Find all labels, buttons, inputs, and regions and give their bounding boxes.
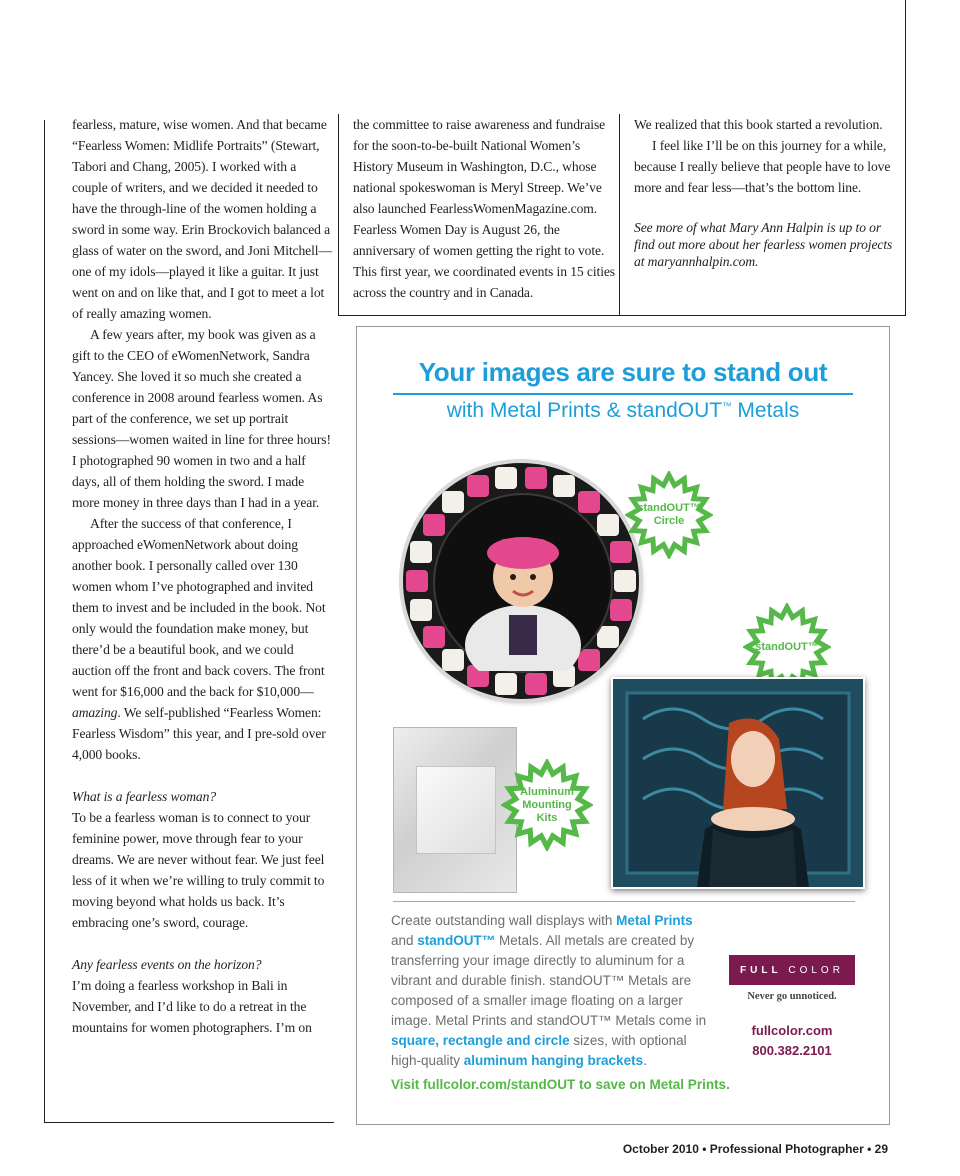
metal-prints-advertisement bbox=[356, 326, 890, 1125]
ad-headline: Your images are sure to stand out bbox=[418, 357, 828, 387]
burst-label: standOUT™ Circle bbox=[637, 502, 701, 527]
girl-photo-placeholder-icon bbox=[435, 495, 611, 671]
paragraph: A few years after, my book was given as a gift to the CEO of eWomenNetwork, Sandra Yancey. She loved it so much she created a conference in 2008 around fearless women. As part of the conference, we set up portrait sessions—women waited in line for three hours! I photographed 90 women in two and a half days, all of them holding the sword. I made more money in three days than I had in a year. bbox=[72, 327, 331, 510]
paragraph: the committee to raise awareness and fundraise for the soon-to-be-built National Women’s History Museum in Washington, D.C., whose national spokeswoman is Meryl Streep. We’ve also launched FearlessWomenMagazine.com. Fearless Women Day is August 26, the anniversary of women getting the right to vote. This first year, we coordinated events in 15 cities across the country and in Canada. bbox=[353, 117, 615, 300]
column-rule-2 bbox=[338, 114, 339, 316]
standout-rectangle-product-image bbox=[611, 677, 865, 889]
paragraph: I feel like I’ll be on this journey for a while, because I really believe that people have to love more and fear less—that’s the bottom line. bbox=[634, 138, 891, 195]
bottom-left-rule bbox=[44, 1122, 334, 1123]
paragraph: After the success of that conference, I approached eWomenNetwork about doing another book. I personally called over 130 women whom I’ve photographed and invited them to invest and be included in the book. Not only would the foundation make money, but there’d be a beautiful book, and we could auction off the front and back covers. The front went for $16,000 and the back for $10,000—amazing. We self-published “Fearless Women: Fearless Wisdom” this year, and I pre-sold over 4,000 books. bbox=[72, 516, 326, 762]
article-column-3 bbox=[634, 114, 896, 270]
aluminum-mounting-kit-image bbox=[393, 727, 517, 893]
ad-subhead: with Metal Prints & standOUT™ Metals bbox=[446, 399, 800, 422]
page-footer: October 2010 • Professional Photographer • 29 bbox=[622, 1142, 888, 1156]
circle-thumbnail bbox=[406, 570, 428, 592]
ad-call-to-action: Visit fullcolor.com/standOUT to save on Metal Prints. bbox=[391, 1077, 730, 1092]
ad-body-copy: Create outstanding wall displays with Metal Prints and standOUT™ Metals. All metals are created by transferring your image directly to aluminum for a vibrant and durable finish. standOUT™ Metals are composed of a smaller image floating on a larger image. Metal Prints and standOUT™ Metals come in square, rectangle and circle sizes, with optional high-quality aluminum hanging brackets. bbox=[391, 913, 707, 1068]
circle-thumbnail bbox=[495, 467, 517, 489]
burst-label: standOUT™ bbox=[755, 640, 819, 653]
portrait-photo-placeholder-icon bbox=[613, 679, 863, 887]
fullcolor-phone: 800.382.2101 bbox=[752, 1043, 832, 1058]
circle-thumbnail bbox=[610, 599, 632, 621]
sidebar-bottom-rule bbox=[338, 315, 906, 316]
right-page-rule bbox=[905, 0, 906, 316]
paragraph: fearless, mature, wise women. And that became “Fearless Women: Midlife Portraits” (Stewart, Tabori and Chang, 2005). I worked with a couple of writers, and we decided it needed to have the through-line of the women holding a sword in some way. Erin Brockovich balanced a glass of water on the sword, and Joni Mitchell—one of my idols—played it like a guitar. It just went on and on like that, and I got to meet a lot of really amazing women. bbox=[72, 117, 332, 321]
circle-thumbnail bbox=[525, 467, 547, 489]
fullcolor-url: fullcolor.com bbox=[751, 1023, 833, 1038]
circle-thumbnail bbox=[495, 673, 517, 695]
interview-answer: To be a fearless woman is to connect to your feminine power, move through fear to your dreams. We are never without fear. We just feel less of it when we’re willing to truly commit to moving beyond what holds us back. It’s embracing one’s sword, courage. bbox=[72, 810, 325, 930]
circle-center-photo bbox=[433, 493, 613, 673]
fullcolor-tagline: Never go unnoticed. bbox=[747, 991, 837, 1002]
interview-question: Any fearless events on the horizon? bbox=[72, 957, 262, 972]
interview-answer: I’m doing a fearless workshop in Bali in November, and I’d like to do a retreat in the mountains for women photographers. I’m on bbox=[72, 978, 312, 1035]
fullcolor-logo: FULL COLOR bbox=[729, 955, 855, 985]
article-column-2 bbox=[353, 114, 615, 303]
interview-question: What is a fearless woman? bbox=[72, 789, 217, 804]
circle-thumbnail bbox=[525, 673, 547, 695]
column-rule-3 bbox=[619, 114, 620, 316]
aluminum-kits-burst bbox=[501, 759, 593, 851]
burst-label: Aluminum Mounting Kits bbox=[520, 785, 574, 824]
standout-circle-product-image bbox=[403, 463, 639, 699]
paragraph: We realized that this book started a revolution. bbox=[634, 117, 883, 132]
mounting-plate bbox=[416, 766, 496, 854]
ad-divider bbox=[393, 901, 855, 902]
article-column-1 bbox=[72, 114, 334, 1038]
circle-thumbnail bbox=[410, 541, 432, 563]
ad-headline-rule bbox=[393, 393, 853, 395]
standout-circle-burst bbox=[625, 471, 713, 559]
closing-note: See more of what Mary Ann Halpin is up to or find out more about her fearless women projects at maryannhalpin.com. bbox=[634, 220, 893, 269]
left-column-rule bbox=[44, 120, 45, 1122]
circle-thumbnail bbox=[614, 570, 636, 592]
circle-thumbnail bbox=[410, 599, 432, 621]
